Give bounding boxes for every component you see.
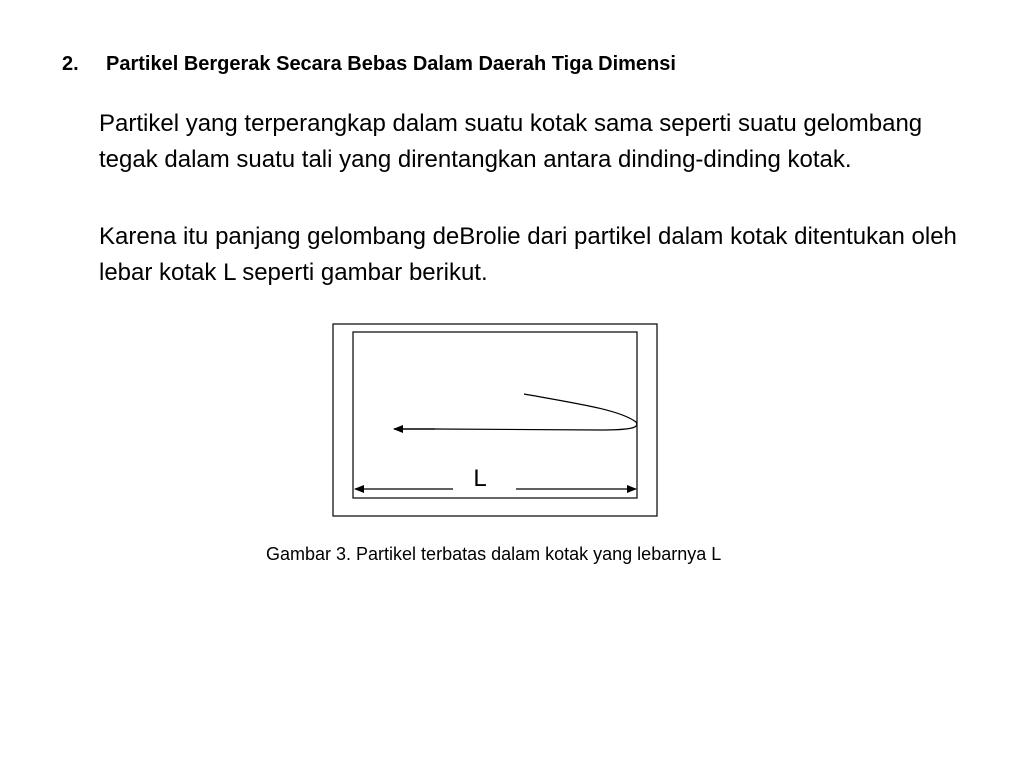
paragraph-box-particle: Partikel yang terperangkap dalam suatu kotak sama seperti suatu gelombang tegak dalam suatu tali yang direntangkan antara dinding-dinding kotak.: [99, 110, 923, 173]
figure-caption: Gambar 3. Partikel terbatas dalam kotak yang lebarnya L: [266, 544, 722, 564]
paragraph-debroglie-wavelength: Karena itu panjang gelombang deBrolie dari partikel dalam kotak ditentukan oleh lebar kotak L seperti gambar berikut.: [99, 223, 957, 286]
width-label: L: [473, 465, 487, 492]
inner-box: [353, 332, 637, 498]
outer-box: [333, 324, 657, 516]
section-number: 2.: [62, 53, 79, 75]
section-title: Partikel Bergerak Secara Bebas Dalam Daerah Tiga Dimensi: [106, 53, 676, 75]
particle-wave-path: [435, 394, 637, 430]
